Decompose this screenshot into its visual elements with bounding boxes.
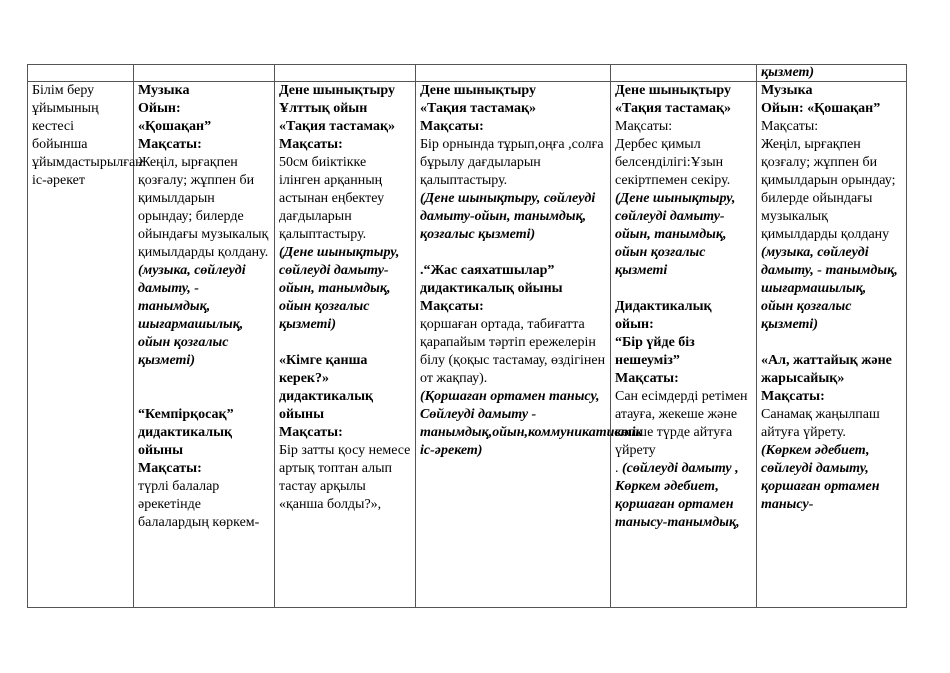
top-cell-3	[275, 65, 416, 82]
col1-game-label: Ойын:	[138, 101, 181, 116]
table-top-row	[28, 65, 907, 82]
col1-goal2-label: Мақсаты:	[138, 461, 202, 476]
friday-cell	[757, 82, 907, 608]
monday-cell	[134, 82, 275, 608]
col5-goal-label: Мақсаты:	[761, 119, 819, 134]
col5-spacer	[761, 334, 902, 352]
col1-title: Музыка	[138, 83, 190, 98]
col2-spacer	[279, 334, 411, 352]
col2-goal-text: 50см биіктікке ілінген арқанның астынан еңбектеу дағдыларын қалыптастыру.	[279, 155, 385, 242]
col1-goal2-text: түрлі балалар әрекетінде балалардың көркем-	[138, 479, 260, 530]
col3-title: Дене шынықтыру	[420, 83, 537, 98]
tuesday-cell	[275, 82, 416, 608]
col4-areas2-block	[615, 460, 752, 532]
col3-spacer	[420, 244, 606, 262]
col2-goal2-text: Бір затты қосу немесе артық топтан алып тастау арқылы «қанша болды?»,	[279, 443, 411, 512]
col1-goal-label: Мақсаты:	[138, 137, 202, 152]
col4-game2-name: “Бір үйде біз нешеуміз”	[615, 335, 695, 368]
top-cell-5	[611, 65, 757, 82]
col3-goal2-text: қоршаған ортада, табиғатта қарапайым тәртіп ережелерін білу (қоқыс тастамау, өздігінен от жақпау).	[420, 317, 606, 386]
col3-goal-text: Бір орнында тұрып,оңға ,солға бұрылу дағдыларын қалыптастыру.	[420, 137, 604, 188]
col1-goal-text: Жеңіл, ырғақпен қозғалу; жұппен би қимылдарын орындау; билерде ойындағы музыкалық қимылдарды қолдану.	[138, 155, 269, 260]
col2-game2-name: «Кімге қанша керек?» дидактикалық ойыны	[279, 353, 374, 422]
col4-goal2-label: Мақсаты:	[615, 371, 679, 386]
col1-game-name: «Қошақан”	[138, 119, 212, 134]
col4-goal-text: Дербес қимыл белсенділігі:Ұзын секіртпемен секіру.	[615, 137, 731, 188]
top-cell-2	[134, 65, 275, 82]
col5-game-label: Ойын: «Қошақан”	[761, 101, 881, 116]
col5-game2-name: «Ал, жаттайық және жарысайық»	[761, 353, 892, 386]
row-header-cell	[28, 82, 143, 608]
col4-areas2: (сөйлеуді дамыту , Көркем әдебиет, қоршаған ортамен танысу-танымдық,	[615, 461, 740, 530]
col2-goal-label: Мақсаты:	[279, 137, 343, 152]
col2-game-type: Ұлттық ойын	[279, 101, 368, 116]
col4-spacer	[615, 280, 752, 298]
col4-goal-label: Мақсаты:	[615, 119, 673, 134]
top-cell-4	[416, 65, 611, 82]
row-header-text: Білім беру ұйымының кестесі бойынша ұйымдастырылған іс-әрекет	[32, 83, 143, 188]
col1-game2-name: “Кемпірқосақ” дидактикалық ойыны	[138, 407, 234, 458]
col2-areas: (Дене шынықтыру, сөйлеуді дамыту-ойын, танымдық, ойын қозғалыс қызметі)	[279, 245, 400, 332]
col5-title: Музыка	[761, 83, 813, 98]
top-cell-6-text: қызмет)	[761, 65, 815, 80]
table-main-row	[28, 82, 907, 608]
col3-areas2: (Қоршаған ортамен танысу, Сөйлеуді дамыту - танымдық,ойын,коммуникативтік іс-әрекет)	[420, 389, 643, 458]
col3-goal2-label: Мақсаты:	[420, 299, 484, 314]
col4-areas: (Дене шынықтыру, сөйлеуді дамыту-ойын, танымдық, ойын қозғалыс қызметі	[615, 191, 736, 278]
col2-goal2-label: Мақсаты:	[279, 425, 343, 440]
col5-goal2-label: Мақсаты:	[761, 389, 825, 404]
thursday-cell	[611, 82, 757, 608]
col5-areas: (музыка, сөйлеуді дамыту, - танымдық, шығармашылық, ойын қозғалыс қызметі)	[761, 245, 898, 332]
col2-game-name: «Тақия тастамақ»	[279, 119, 396, 134]
col4-areas2-prefix: .	[615, 461, 622, 476]
col3-goal-label: Мақсаты:	[420, 119, 484, 134]
col1-areas: (музыка, сөйлеуді дамыту, - танымдық, шығармашылық, ойын қозғалыс қызметі)	[138, 263, 246, 368]
top-cell-6	[757, 65, 907, 82]
col5-goal2-text: Санамақ жаңылпаш айтуға үйрету.	[761, 407, 880, 440]
col1-spacer	[138, 370, 270, 406]
col2-title: Дене шынықтыру	[279, 83, 396, 98]
col4-game-name: «Тақия тастамақ»	[615, 101, 732, 116]
top-cell-1	[28, 65, 134, 82]
col3-game2-name: .“Жас саяхатшылар” дидактикалық ойыны	[420, 263, 563, 296]
wednesday-cell	[416, 82, 643, 608]
col3-game-name: «Тақия тастамақ»	[420, 101, 537, 116]
col5-areas2: (Көркем әдебиет, сөйлеуді дамыту, қоршаған ортамен танысу-	[761, 443, 880, 512]
col3-areas: (Дене шынықтыру, сөйлеуді дамыту-ойын, танымдық, қозғалыс қызметі)	[420, 191, 596, 242]
col4-goal2-text: Сан есімдерді ретімен атауға, жекеше және көпше түрде айтуға үйрету	[615, 389, 748, 458]
col4-title: Дене шынықтыру	[615, 83, 732, 98]
col5-goal-text: Жеңіл, ырғақпен қозғалу; жұппен би қимылдарын орындау; билерде ойындағы музыкалық қимылдарды қолдану	[761, 137, 896, 242]
schedule-table	[27, 64, 907, 608]
col4-game2-label: Дидактикалық ойын:	[615, 299, 712, 332]
